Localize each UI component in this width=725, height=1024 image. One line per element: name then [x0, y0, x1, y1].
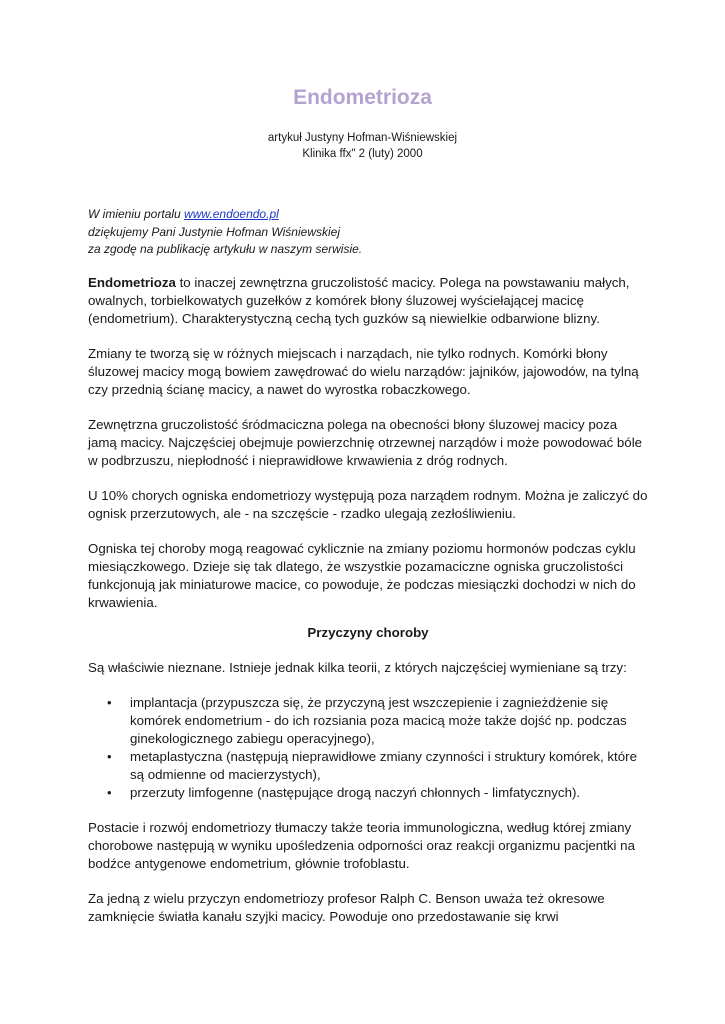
source-line: Klinika ffx" 2 (luty) 2000 — [302, 148, 423, 160]
intro-term: Endometrioza — [88, 275, 176, 290]
list-item — [88, 694, 648, 748]
list-item — [88, 784, 648, 802]
list-item-text: implantacja (przypuszcza się, że przyczyną jest wszczepienie i zagnieżdżenie się komórek endometrium - do ich rozsiania poza macicą może także dojść np. podczas ginekologicznego zabiegu operacyjnego), — [130, 695, 627, 746]
paragraph: U 10% chorych ogniska endometriozy występują poza narządem rodnym. Można je zaliczyć do ognisk przerzutowych, ale - na szczęście - rzadko ulegają zezłośliwieniu. — [88, 488, 648, 521]
list-item — [88, 748, 648, 784]
causes-list — [88, 694, 648, 802]
causes-intro: Są właściwie nieznane. Istnieje jednak kilka teorii, z których najczęściej wymieniane są trzy: — [88, 660, 627, 675]
ack-line-3: za zgodę na publikację artykułu w naszym serwisie. — [88, 242, 363, 256]
ack-prefix: W imieniu portalu — [88, 207, 185, 221]
section-heading: Przyczyny choroby — [307, 625, 429, 640]
document-title: Endometrioza — [293, 86, 432, 109]
bullet-icon: • — [107, 785, 112, 800]
bullet-icon: • — [107, 695, 112, 710]
portal-link[interactable]: www.endoendo.pl — [184, 207, 279, 221]
paragraph: Za jedną z wielu przyczyn endometriozy profesor Ralph C. Benson uważa też okresowe zamknięcie światła kanału szyjki macicy. Powoduje ono przedostawanie się krwi — [88, 891, 605, 924]
acknowledgement — [88, 206, 648, 259]
article-body — [88, 274, 648, 943]
paragraph: Zmiany te tworzą się w różnych miejscach i narządach, nie tylko rodnych. Komórki błony śluzowej macicy mogą bowiem zawędrować do wielu narządów: jajników, jajowodów, na tylną czy przednią ścianę macicy, a nawet do wyrostka robaczkowego. — [88, 346, 639, 397]
ack-line-2: dziękujemy Pani Justynie Hofman Wiśniewskiej — [88, 224, 340, 239]
paragraph: Ogniska tej choroby mogą reagować cyklicznie na zmiany poziomu hormonów podczas cyklu miesiączkowego. Dzieje się tak dlatego, że wszystkie pozamaciczne ogniska gruczolistości funkcjonują jak miniaturowe macice, co powoduje, że podczas miesiączki dochodzi w nich do krwawienia. — [88, 541, 636, 610]
ack-line-1 — [88, 206, 648, 224]
list-item-text: przerzuty limfogenne (następujące drogą naczyń chłonnych - limfatycznych). — [130, 785, 581, 800]
paragraph: Zewnętrzna gruczolistość śródmaciczna polega na obecności błony śluzowej macicy poza jamą macicy. Najczęściej obejmuje powierzchnię otrzewnej narządów i może powodować bóle w podbrzuszu, niepłodność i nieprawidłowe krwawienia z dróg rodnych. — [88, 417, 643, 468]
intro-paragraph — [88, 274, 648, 328]
author-line: artykuł Justyny Hofman-Wiśniewskiej — [267, 132, 458, 144]
list-item-text: metaplastyczna (następują nieprawidłowe zmiany czynności i struktury komórek, które są odmienne od macierzystych), — [130, 749, 637, 782]
intro-text: to inaczej zewnętrzna gruczolistość macicy. Polega na powstawaniu małych, owalnych, torbielkowatych guzełków z komórek błony śluzowej wyściełającej macicę (endometrium). Charakterystyczną cechą tych guzków są niewielkie odbarwione blizny. — [88, 275, 630, 326]
bullet-icon: • — [107, 749, 112, 764]
paragraph: Postacie i rozwój endometriozy tłumaczy także teoria immunologiczna, według której zmiany chorobowe następują w wyniku upośledzenia odporności oraz reakcji organizmu pacjentki na bodźce antygenowe endometrium, głównie trofoblastu. — [88, 820, 635, 871]
article-meta — [0, 130, 725, 162]
